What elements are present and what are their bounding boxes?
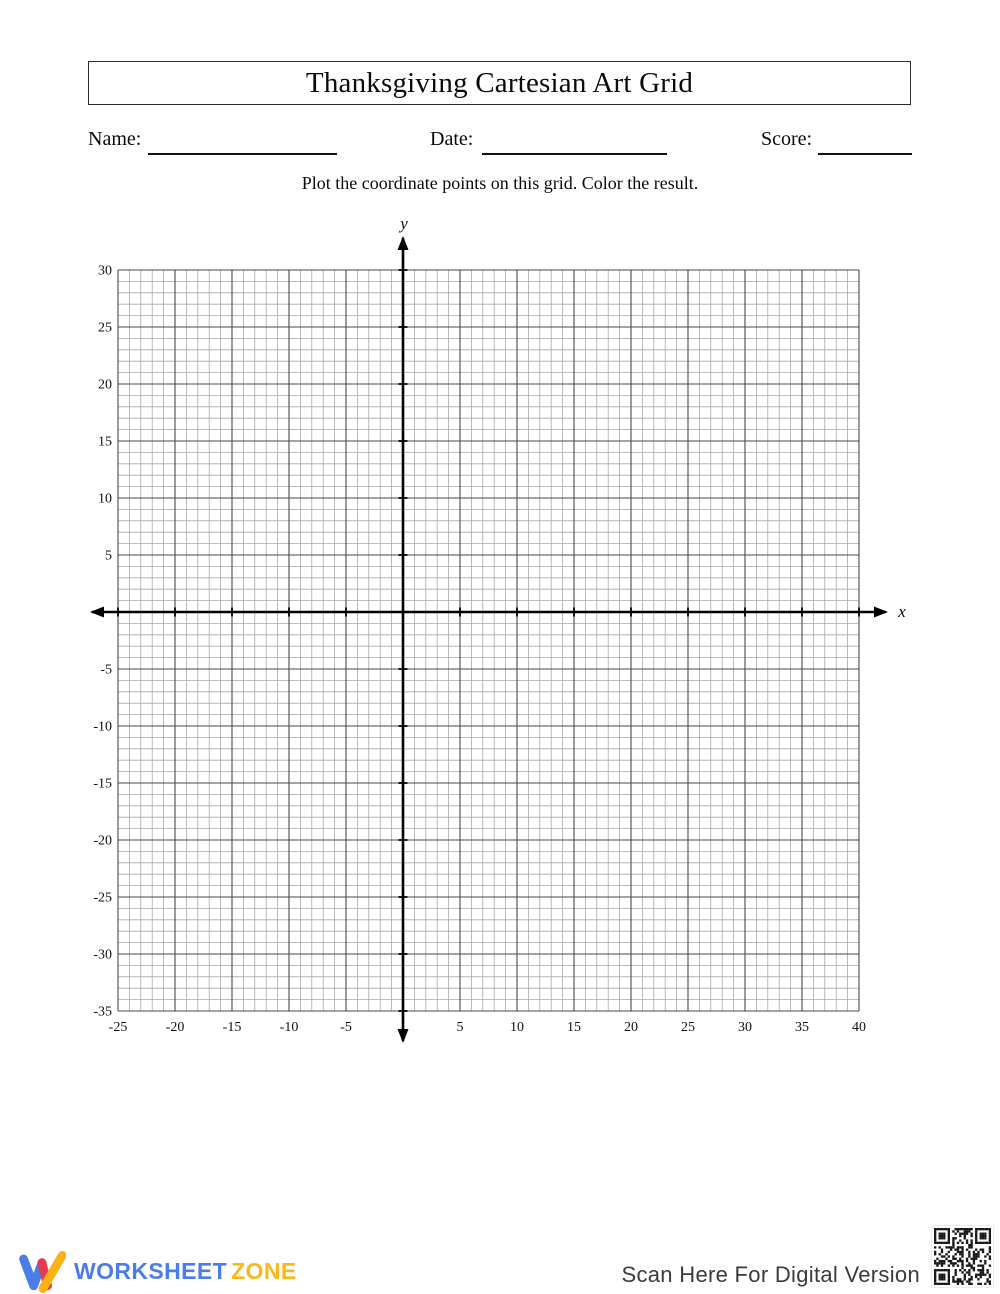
svg-text:-5: -5 [340, 1020, 352, 1035]
svg-text:5: 5 [456, 1020, 464, 1035]
svg-text:-20: -20 [93, 833, 112, 849]
brand-zone-text: ZONE [231, 1257, 297, 1284]
page-title: Thanksgiving Cartesian Art Grid [305, 66, 694, 99]
svg-text:-20: -20 [165, 1020, 185, 1035]
svg-text:-30: -30 [93, 947, 112, 963]
name-label: Name: [88, 128, 142, 150]
svg-text:-10: -10 [93, 719, 112, 735]
qr-code [931, 1225, 994, 1288]
qr-code-pattern [934, 1228, 991, 1285]
instruction-text: Plot the coordinate points on this grid. Color the result. [301, 173, 699, 193]
svg-text:15: 15 [567, 1020, 581, 1035]
score-label: Score: [761, 128, 813, 150]
svg-text:15: 15 [98, 434, 112, 450]
svg-text:-35: -35 [93, 1004, 112, 1020]
svg-text:-25: -25 [108, 1020, 128, 1035]
svg-text:35: 35 [795, 1020, 809, 1035]
svg-text:25: 25 [98, 320, 112, 336]
svg-text:25: 25 [681, 1020, 695, 1035]
svg-text:-10: -10 [279, 1020, 299, 1035]
svg-text:10: 10 [98, 491, 112, 507]
worksheetzone-logo [18, 1249, 297, 1293]
svg-text:-15: -15 [222, 1020, 242, 1035]
svg-text:20: 20 [98, 377, 112, 393]
svg-text:40: 40 [852, 1020, 866, 1035]
svg-text:30: 30 [98, 263, 112, 279]
brand-worksheet-text: WORKSHEET [74, 1257, 228, 1284]
svg-text:-25: -25 [93, 890, 112, 906]
scan-here-text: Scan Here For Digital Version [621, 1262, 920, 1287]
svg-text:5: 5 [105, 548, 112, 564]
svg-text:y: y [400, 214, 408, 233]
svg-text:20: 20 [624, 1020, 638, 1035]
svg-text:-15: -15 [93, 776, 112, 792]
date-label: Date: [430, 128, 474, 150]
svg-text:x: x [898, 602, 906, 621]
svg-text:30: 30 [738, 1020, 752, 1035]
svg-text:10: 10 [510, 1020, 524, 1035]
svg-text:-5: -5 [100, 662, 112, 678]
worksheetzone-w-icon [18, 1249, 66, 1293]
